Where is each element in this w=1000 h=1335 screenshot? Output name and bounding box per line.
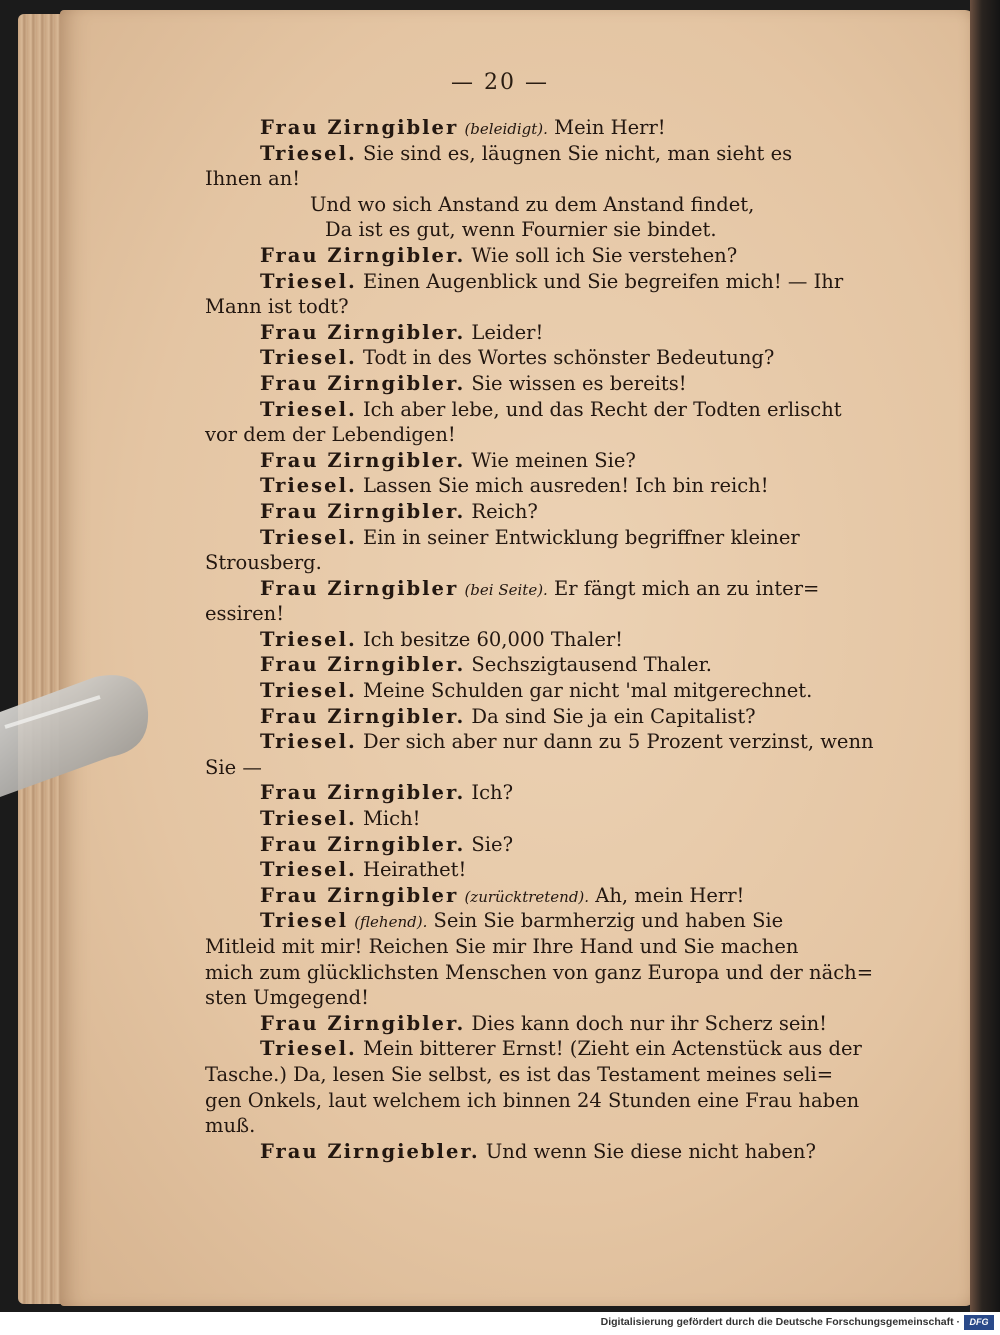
stage-direction: (zurücktretend). [464, 887, 590, 906]
speaker-name: Frau Zirngibler. [260, 448, 466, 472]
line-text: Meine Schulden gar nicht 'mal mitgerechnet. [356, 679, 813, 703]
speaker-name: Frau Zirngibler [260, 883, 459, 907]
text-line [205, 345, 900, 371]
line-text: Reich? [465, 499, 538, 523]
line-text: Ihnen an! [205, 167, 301, 191]
line-text: mich zum glücklichsten Menschen von ganz Europa und der näch= [205, 960, 874, 984]
speaker-name: Triesel. [260, 627, 357, 651]
speaker-name: Triesel. [260, 141, 357, 165]
text-line [205, 985, 900, 1011]
line-text: Lassen Sie mich ausreden! Ich bin reich! [356, 474, 769, 498]
text-line [205, 294, 900, 320]
text-line [205, 1088, 900, 1114]
line-text: essiren! [205, 602, 285, 626]
speaker-name: Frau Zirngibler. [260, 704, 466, 728]
speaker-name: Triesel. [260, 730, 357, 754]
text-line [205, 243, 900, 269]
speaker-name: Frau Zirngibler. [260, 653, 466, 677]
speaker-name: Triesel. [260, 858, 357, 882]
line-text: Sechszigtausend Thaler. [465, 653, 712, 677]
speaker-name: Frau Zirngibler. [260, 781, 466, 805]
speaker-name: Triesel. [260, 269, 357, 293]
text-line [205, 704, 900, 730]
line-text: Ich besitze 60,000 Thaler! [356, 627, 624, 651]
text-line [205, 883, 900, 909]
line-text: Einen Augenblick und Sie begreifen mich! — Ihr [356, 269, 844, 293]
stage-direction: (flehend). [354, 913, 428, 932]
line-text: Er fängt mich an zu inter= [547, 576, 820, 600]
dfg-logo: DFG [964, 1315, 994, 1330]
text-line [205, 1011, 900, 1037]
text-line [205, 141, 900, 167]
line-text: muß. [205, 1114, 256, 1138]
text-line [205, 652, 900, 678]
line-text: Der sich aber nur dann zu 5 Prozent verzinst, wenn [356, 730, 874, 754]
line-text: Todt in des Wortes schönster Bedeutung? [356, 346, 775, 370]
line-text: Strousberg. [205, 551, 322, 575]
text-line [205, 473, 900, 499]
line-text: Mitleid mit mir! Reichen Sie mir Ihre Hand und Sie machen [205, 935, 799, 958]
speaker-name: Frau Zirngibler. [260, 371, 466, 395]
text-line [205, 550, 900, 576]
line-text: vor dem der Lebendigen! [205, 423, 456, 447]
funding-notice: Digitalisierung gefördert durch die Deutsche Forschungsgemeinschaft · [600, 1316, 960, 1328]
text-line [205, 499, 900, 525]
line-text: Ich aber lebe, und das Recht der Todten erlischt [356, 397, 842, 421]
footer [0, 1312, 1000, 1335]
text-line [205, 729, 900, 755]
speaker-name: Triesel. [260, 679, 357, 703]
speaker-name: Triesel [260, 909, 348, 933]
speaker-name: Frau Zirngibler. [260, 320, 466, 344]
line-text: Mann ist todt? [205, 295, 349, 319]
text-line [205, 934, 900, 960]
text-line [205, 627, 900, 653]
line-text: Dies kann doch nur ihr Scherz sein! [465, 1011, 828, 1035]
line-text: Mich! [356, 807, 421, 831]
text-line [205, 192, 900, 218]
text-line [205, 320, 900, 346]
line-text: Und wo sich Anstand zu dem Anstand findet, [310, 192, 755, 216]
line-text: Tasche.) Da, lesen Sie selbst, es ist das Testament meines seli= [205, 1062, 834, 1086]
line-text: Sie? [465, 832, 514, 856]
line-text: Da sind Sie ja ein Capitalist? [465, 704, 756, 728]
line-text: Heirathet! [356, 858, 467, 882]
speaker-name: Frau Zirngibler. [260, 832, 466, 856]
speaker-name: Frau Zirngibler. [260, 499, 466, 523]
text-line [205, 755, 900, 781]
stage-direction: (bei Seite). [464, 580, 548, 599]
text-line [205, 1062, 900, 1088]
text-line [205, 217, 900, 243]
text-line [205, 678, 900, 704]
text-line [205, 371, 900, 397]
text-line [205, 908, 900, 934]
speaker-name: Frau Zirngibler [260, 116, 459, 139]
text-line [205, 397, 900, 423]
line-text: Ein in seiner Entwicklung begriffner kleiner [356, 525, 800, 549]
speaker-name: Triesel. [260, 807, 357, 831]
line-text: gen Onkels, laut welchem ich binnen 24 Stunden eine Frau haben [205, 1088, 860, 1112]
line-text: Wie soll ich Sie verstehen? [465, 243, 738, 267]
line-text: Leider! [465, 320, 544, 344]
line-text: Mein bitterer Ernst! (Zieht ein Actenstück aus der [356, 1037, 862, 1061]
text-line [205, 601, 900, 627]
text-line [205, 448, 900, 474]
text-line [205, 1036, 900, 1062]
speaker-name: Triesel. [260, 525, 357, 549]
line-text: Sie — [205, 755, 262, 779]
line-text: Sie sind es, läugnen Sie nicht, man sieht es [356, 141, 793, 165]
page-number: — 20 — [451, 70, 549, 95]
speaker-name: Triesel. [260, 346, 357, 370]
line-text: Mein Herr! [547, 116, 666, 139]
speaker-name: Frau Zirngibler [260, 576, 459, 600]
text-line [205, 422, 900, 448]
text-line [205, 1113, 900, 1139]
text-line [205, 806, 900, 832]
stage-direction: (beleidigt). [464, 120, 548, 138]
text-line [205, 857, 900, 883]
line-text: Sein Sie barmherzig und haben Sie [427, 909, 784, 933]
line-text: Wie meinen Sie? [465, 448, 636, 472]
binding-shadow [970, 0, 1000, 1312]
speaker-name: Triesel. [260, 1037, 357, 1061]
text-line [205, 166, 900, 192]
text-line [205, 115, 900, 141]
line-text: Da ist es gut, wenn Fournier sie bindet. [325, 218, 717, 242]
glass-clip-icon [0, 672, 150, 812]
text-line [205, 960, 900, 986]
speaker-name: Frau Zirngiebler. [260, 1139, 480, 1163]
line-text: sten Umgegend! [205, 986, 369, 1010]
text-line [205, 576, 900, 602]
line-text: Sie wissen es bereits! [465, 371, 687, 395]
speaker-name: Triesel. [260, 397, 357, 421]
line-text: Ich? [465, 781, 514, 805]
line-text: Ah, mein Herr! [589, 883, 745, 907]
speaker-name: Frau Zirngibler. [260, 1011, 466, 1035]
text-line [205, 832, 900, 858]
text-line [205, 269, 900, 295]
body-text [205, 115, 900, 1164]
text-line [205, 1139, 900, 1165]
text-line [205, 780, 900, 806]
text-line [205, 525, 900, 551]
speaker-name: Triesel. [260, 474, 357, 498]
line-text: Und wenn Sie diese nicht haben? [479, 1139, 816, 1163]
speaker-name: Frau Zirngibler. [260, 243, 466, 267]
